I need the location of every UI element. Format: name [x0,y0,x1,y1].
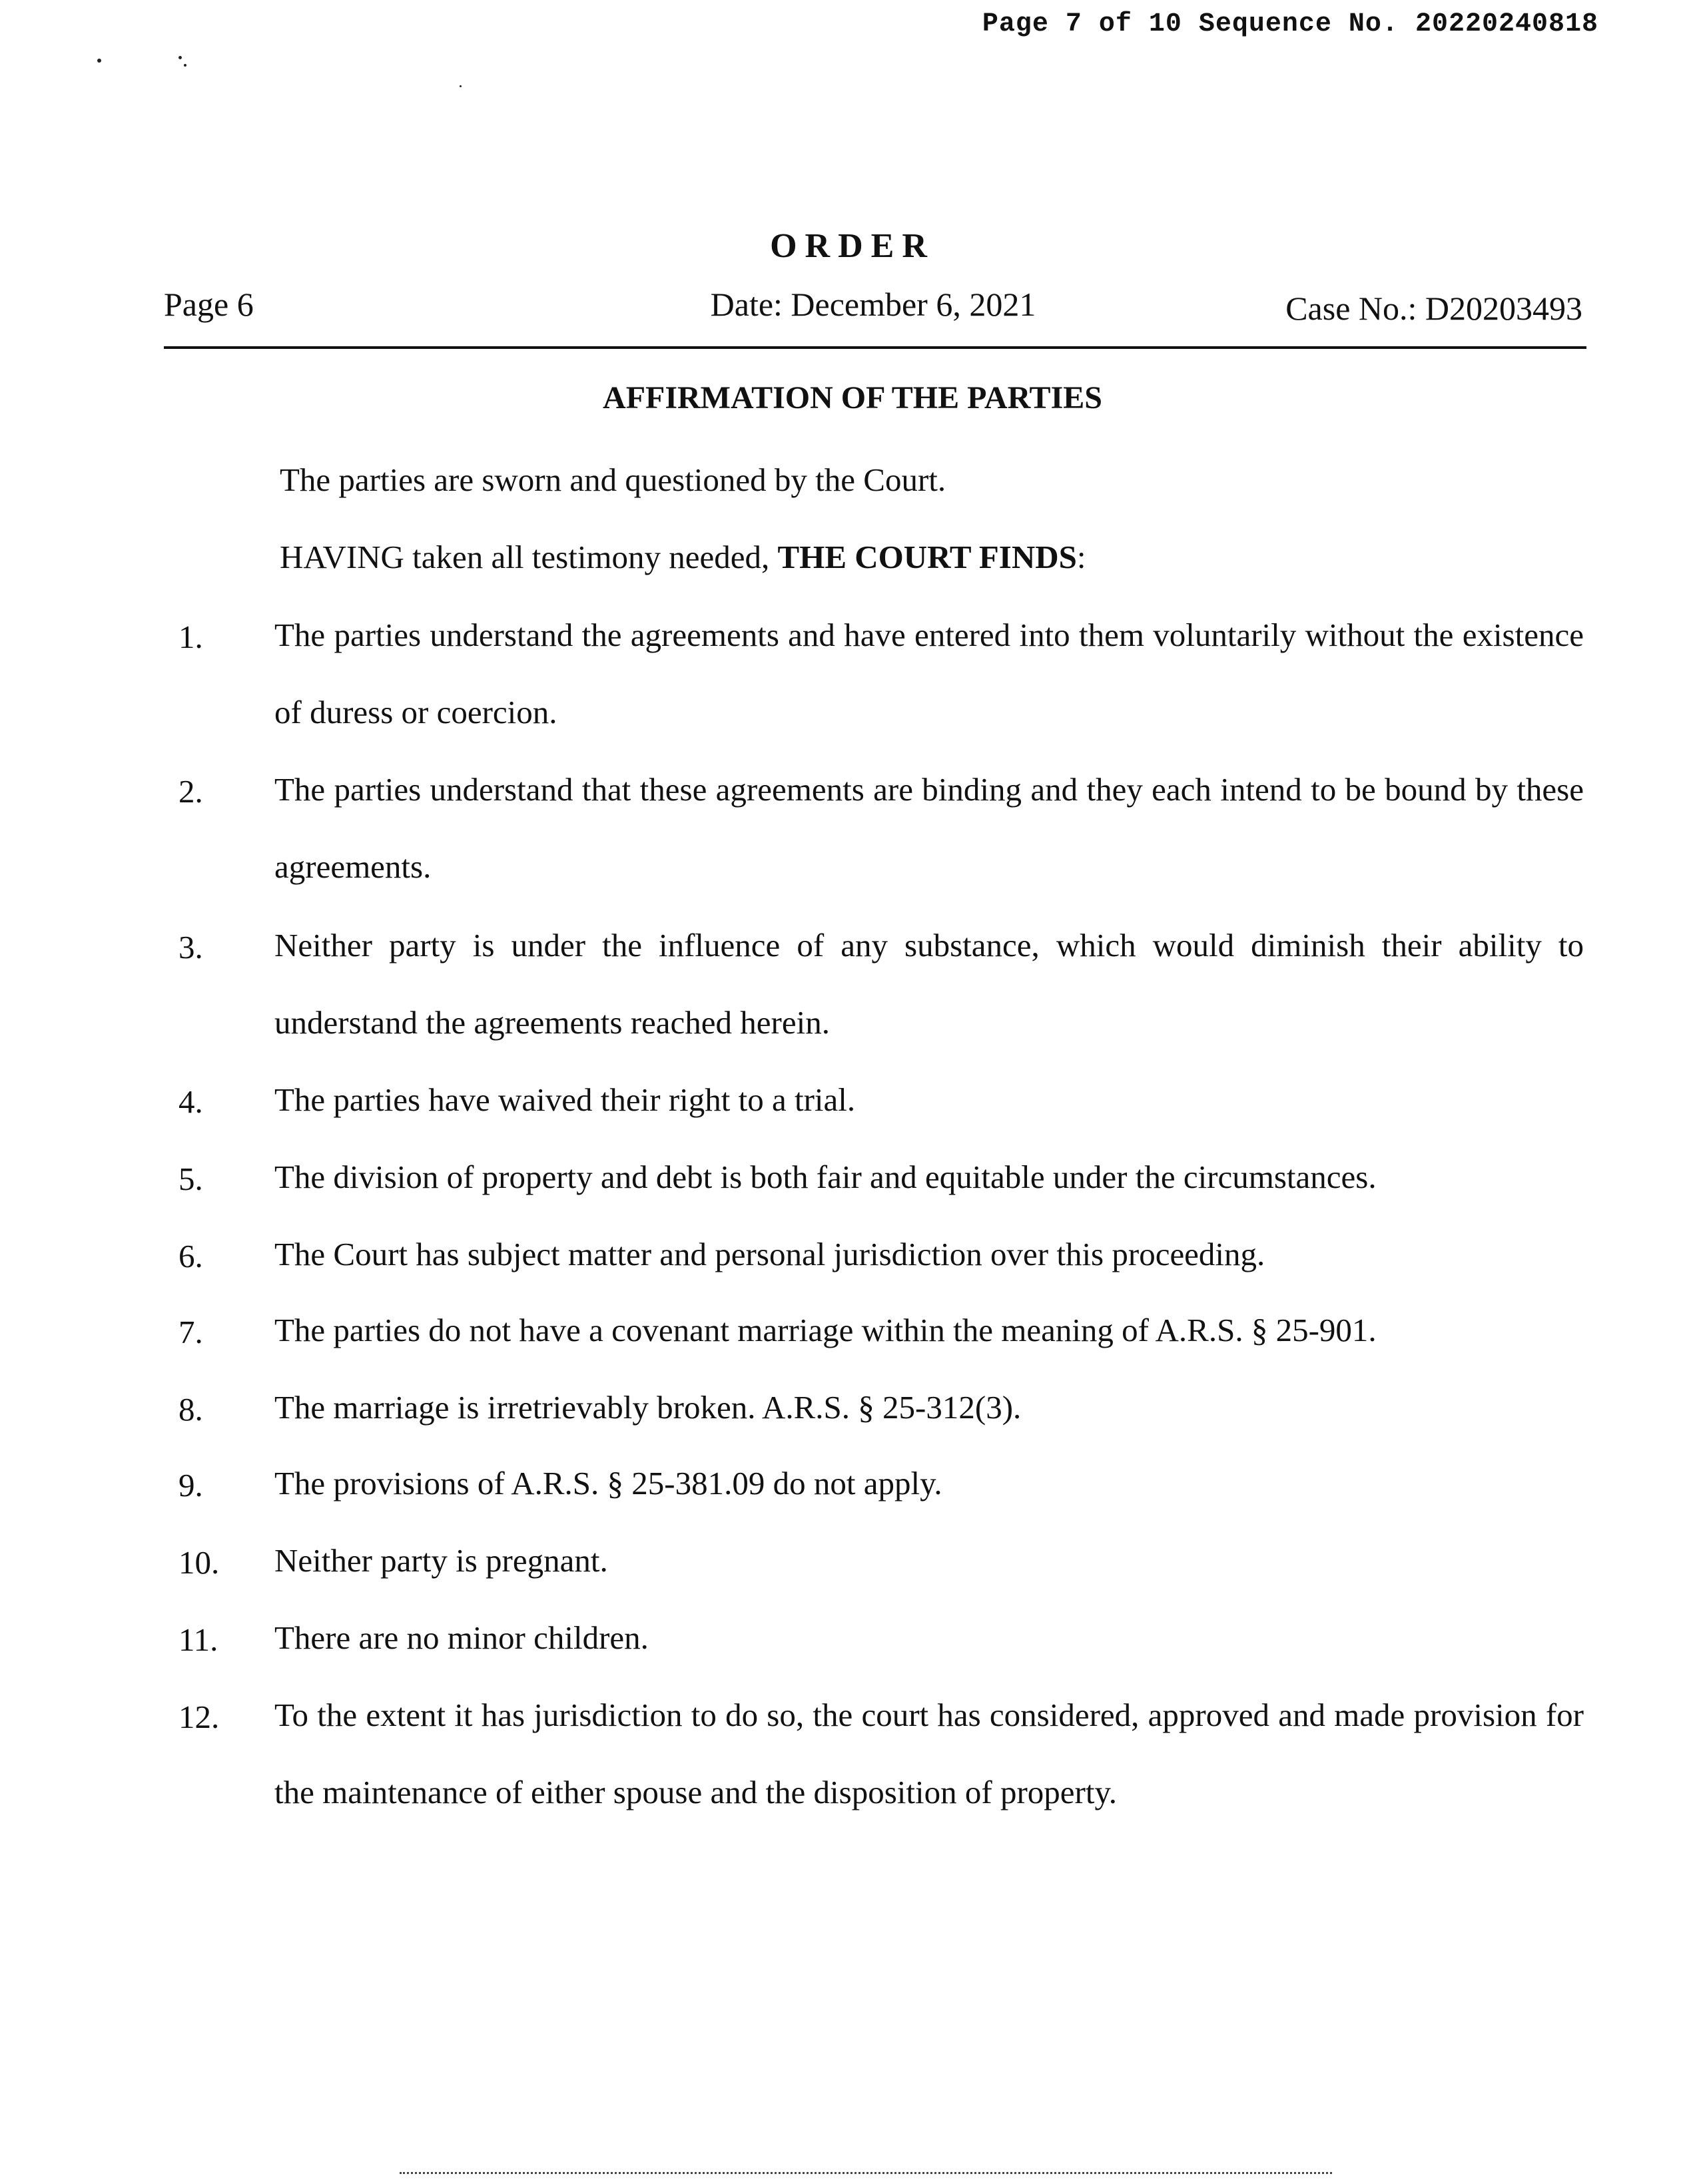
finding-text: To the extent it has jurisdiction to do so, the court has considered, approved and made provision for the maintenance of either spouse and the disposition of property. [274,1697,1584,1810]
scan-speck [184,64,186,67]
finding-text: The parties understand that these agreements are binding and they each intend to be bound by these agreements. [274,771,1584,885]
finding-number: 6. [178,1238,203,1274]
finding-text: The provisions of A.R.S. § 25-381.09 do not apply. [274,1465,942,1502]
finding-text: The marriage is irretrievably broken. A.R.S. § 25-312(3). [274,1389,1022,1426]
finding-number: 2. [178,773,203,810]
document-meta-row [164,285,1582,332]
finding-number: 8. [178,1391,203,1428]
finding-number: 11. [178,1621,218,1658]
scan-speck [460,85,462,87]
court-finds-paragraph [280,538,1086,576]
finding-text: There are no minor children. [274,1619,649,1656]
finding-number: 4. [178,1083,203,1120]
sequence-stamp: Page 7 of 10 Sequence No. 20220240818 [982,9,1598,39]
finding-number: 10. [178,1544,220,1581]
finding-number: 3. [178,929,203,965]
scan-speck [178,56,182,59]
intro-prefix: HAVING taken all testimony needed, [280,539,778,575]
case-number: Case No.: D20203493 [1285,290,1582,327]
order-date: Date: December 6, 2021 [710,286,1036,323]
finding-text: The Court has subject matter and personal jurisdiction over this proceeding. [274,1236,1265,1272]
page-label: Page 6 [164,286,254,323]
finding-text: The parties have waived their right to a trial. [274,1081,856,1118]
document-title: ORDER [770,227,935,265]
finding-text: The parties understand the agreements and have entered into them voluntarily without the existence of duress or coercion. [274,617,1584,730]
finding-number: 5. [178,1161,203,1197]
finding-text: The division of property and debt is both fair and equitable under the circumstances. [274,1159,1377,1195]
court-finds-label: THE COURT FINDS [777,539,1077,575]
page-footer-line [400,2172,1332,2176]
scan-speck [97,59,101,63]
finding-text: Neither party is under the influence of any substance, which would diminish their ability to understand the agreements reached herein. [274,927,1584,1041]
section-heading: AFFIRMATION OF THE PARTIES [603,380,1102,415]
header-divider [164,346,1586,349]
intro-paragraph: The parties are sworn and questioned by the Court. [280,461,946,498]
finding-number: 1. [178,619,203,655]
intro-suffix: : [1076,539,1086,575]
finding-text: Neither party is pregnant. [274,1542,608,1579]
finding-number: 9. [178,1467,203,1503]
finding-number: 7. [178,1314,203,1350]
finding-number: 12. [178,1699,220,1735]
finding-text: The parties do not have a covenant marriage within the meaning of A.R.S. § 25-901. [274,1312,1377,1348]
